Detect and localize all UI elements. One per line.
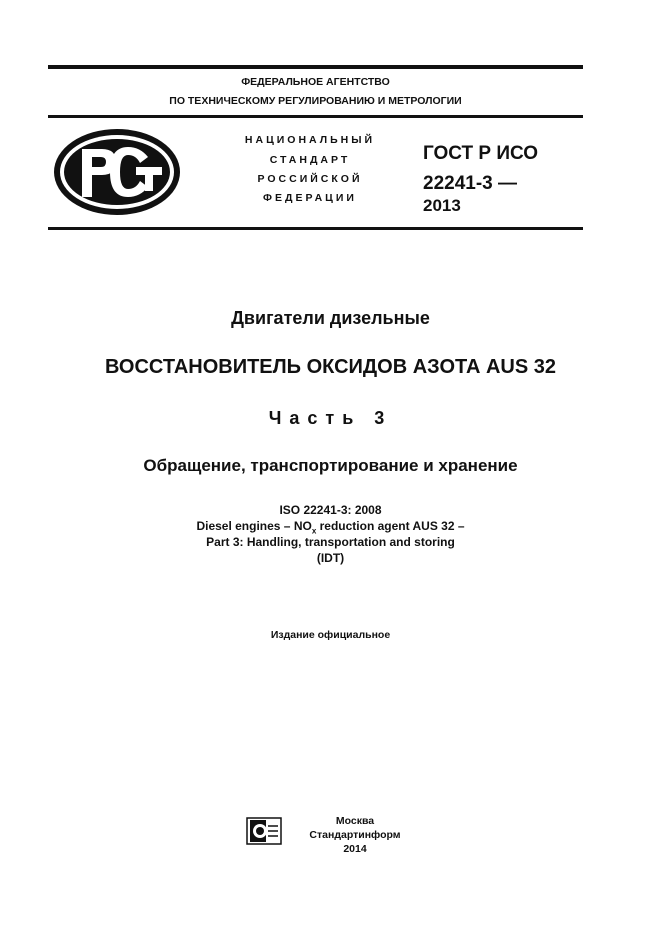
part-title: Часть 3 bbox=[268, 408, 393, 428]
subtitle: Обращение, транспортирование и хранение bbox=[143, 456, 518, 475]
iso-identity: (IDT) bbox=[316, 551, 345, 565]
iso-line2-subscript: x bbox=[311, 526, 317, 536]
publisher-year: 2014 bbox=[343, 843, 367, 855]
national-line-4: ФЕДЕРАЦИИ bbox=[263, 192, 357, 204]
iso-line2-before: Diesel engines – NO bbox=[196, 519, 312, 533]
header-bottom-rule bbox=[48, 227, 583, 230]
publisher-name: Стандартинформ bbox=[309, 829, 401, 841]
header-rule bbox=[48, 115, 583, 118]
edition-label: Издание официальное bbox=[270, 629, 391, 641]
national-line-2: СТАНДАРТ bbox=[269, 154, 351, 166]
standartinform-logo-icon bbox=[246, 817, 282, 845]
iso-english-title-line-2: Part 3: Handling, transportation and storing bbox=[206, 535, 455, 549]
subject-title: Двигатели дизельные bbox=[231, 308, 430, 328]
gost-designation-line-2: 22241-3 — bbox=[423, 173, 518, 194]
gost-designation-year: 2013 bbox=[423, 196, 461, 215]
agency-line-1: ФЕДЕРАЛЬНОЕ АГЕНТСТВО bbox=[241, 76, 390, 88]
publisher-city: Москва bbox=[335, 815, 375, 827]
top-rule bbox=[48, 65, 583, 69]
national-line-3: РОССИЙСКОЙ bbox=[257, 173, 363, 185]
agency-line-2: ПО ТЕХНИЧЕСКОМУ РЕГУЛИРОВАНИЮ И МЕТРОЛОГИИ bbox=[169, 95, 462, 107]
main-title: ВОССТАНОВИТЕЛЬ ОКСИДОВ АЗОТА AUS 32 bbox=[104, 356, 556, 378]
iso-reference: ISO 22241-3: 2008 bbox=[279, 503, 382, 517]
national-line-1: НАЦИОНАЛЬНЫЙ bbox=[244, 134, 376, 146]
gost-designation-line-1: ГОСТ Р ИСО bbox=[423, 143, 539, 164]
rst-certification-mark-icon bbox=[52, 127, 182, 217]
iso-line2-after: reduction agent AUS 32 – bbox=[316, 519, 465, 533]
